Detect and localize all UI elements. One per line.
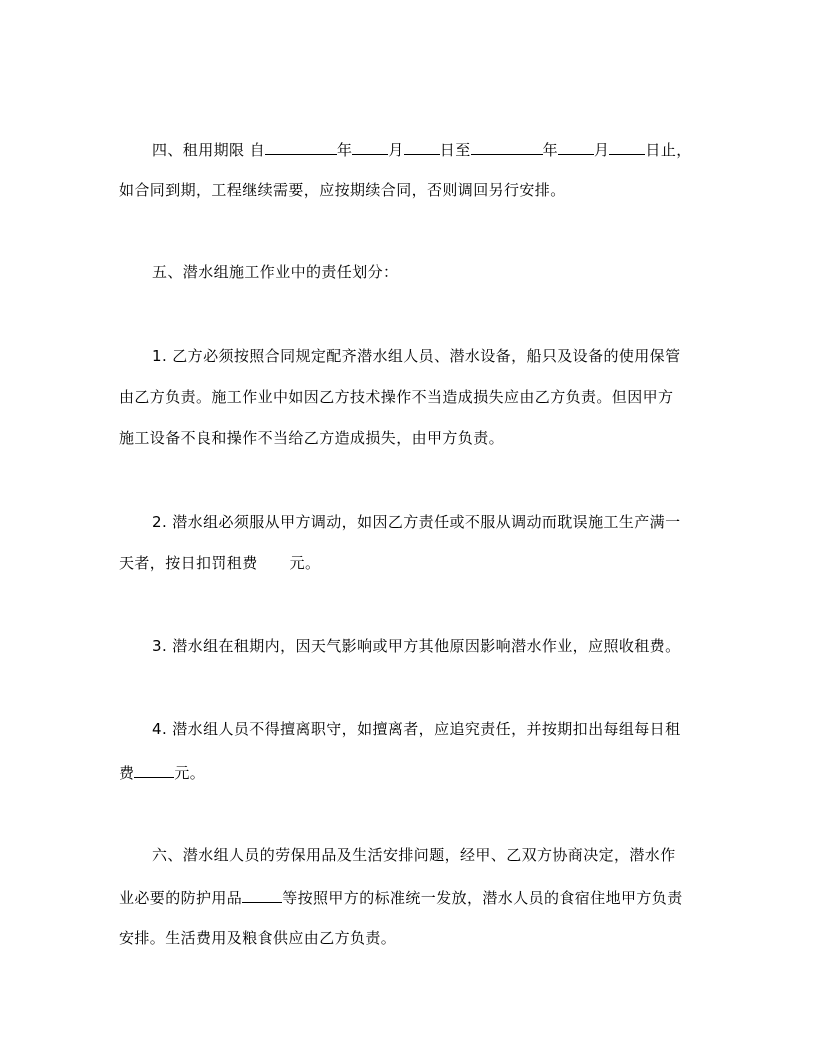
section5-title: 五、潜水组施工作业中的责任划分： [152, 263, 399, 281]
section6-line3: 安排。生活费用及粮食供应由乙方负责。 [119, 929, 397, 947]
section6-line1: 六、潜水组人员的劳保用品及生活安排问题，经甲、乙双方协商决定，潜水作 [152, 846, 676, 864]
month-blank [352, 138, 388, 155]
item2-text: 天者，按日扣罚租费 [119, 554, 258, 572]
year-text: 年 [336, 141, 353, 159]
item2-unit: 元。 [289, 554, 321, 572]
fee-blank [134, 761, 174, 778]
section6-line2 [119, 886, 683, 908]
month-text: 月 [388, 141, 404, 159]
day-text: 日止， [645, 141, 692, 159]
item4-text: 费 [119, 764, 135, 782]
item1-line1: 1. 乙方必须按照合同规定配齐潜水组人员、潜水设备，船只及设备的使用保管 [152, 347, 681, 365]
day-blank [404, 138, 440, 155]
item1-line3: 施工设备不良和操作不当给乙方造成损失，由甲方负责。 [119, 429, 505, 447]
section6-text-a: 业必要的防护用品 [119, 889, 243, 907]
year-text: 年 [542, 141, 559, 159]
item4-unit: 元。 [174, 764, 206, 782]
item1-line2: 由乙方负责。施工作业中如因乙方技术操作不当造成损失应由乙方负责。但因甲方 [119, 388, 674, 406]
equipment-blank [242, 886, 282, 903]
day-text: 日至 [439, 141, 471, 159]
section4-line2: 如合同到期，工程继续需要，应按期续合同，否则调回另行安排。 [119, 181, 566, 199]
section6-text-b: 等按照甲方的标准统一发放，潜水人员的食宿住地甲方负责 [282, 889, 683, 907]
month-blank [558, 138, 594, 155]
section4-line1 [152, 138, 692, 160]
month-text: 月 [594, 141, 610, 159]
item4-line1: 4. 潜水组人员不得擅离职守，如擅离者，应追究责任，并按期扣出每组每日租 [152, 720, 681, 738]
year-blank [265, 138, 337, 155]
year-blank [471, 138, 543, 155]
item4-line2 [119, 761, 205, 783]
item3-line1: 3. 潜水组在租期内，因天气影响或甲方其他原因影响潜水作业，应照收租费。 [152, 637, 681, 655]
section4-term-label: 四、租用期限 自 [152, 141, 265, 159]
day-blank [609, 138, 645, 155]
item2-line1: 2. 潜水组必须服从甲方调动，如因乙方责任或不服从调动而耽误施工生产满一 [152, 513, 681, 531]
item2-line2 [119, 553, 320, 573]
